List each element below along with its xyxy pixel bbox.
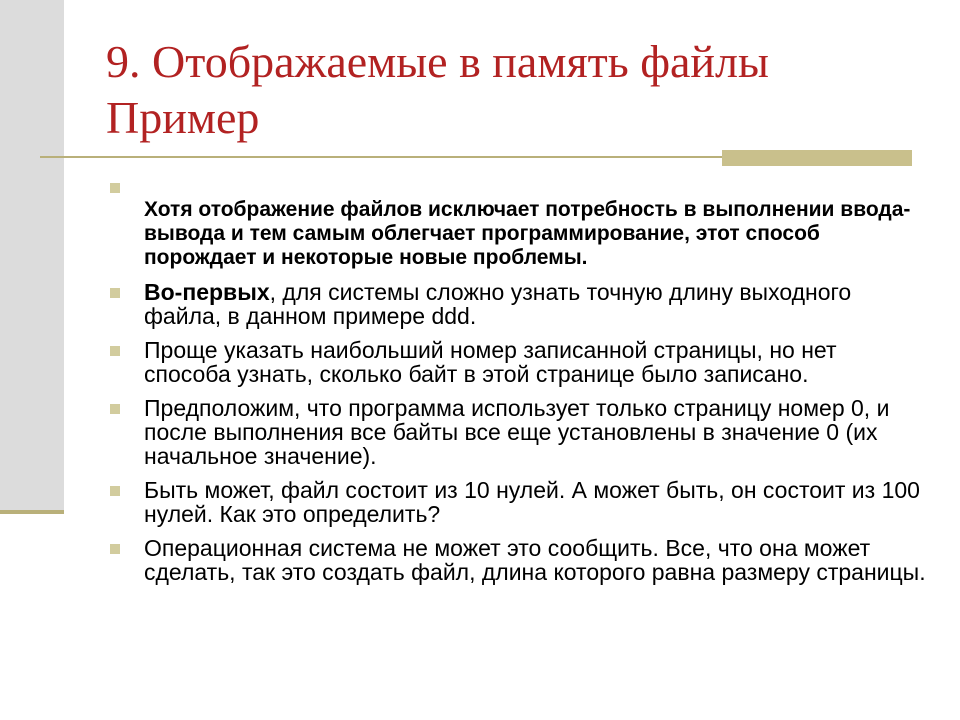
bullet-list xyxy=(108,174,928,594)
square-bullet-icon xyxy=(110,544,120,554)
square-bullet-icon xyxy=(110,183,120,193)
left-bar-accent-line xyxy=(0,510,64,514)
bullet-text-1: Хотя отображение файлов исключает потребность в выполнении ввода-вывода и тем самым облегчает программирование, этот способ порождает и некоторые новые проблемы. xyxy=(144,198,911,269)
bullet-text-2-rest: , для системы сложно узнать точную длину выходного файла, в данном примере ddd. xyxy=(144,279,852,329)
bullet-item-1 xyxy=(108,174,928,270)
slide-title xyxy=(106,34,926,146)
bullet-item-5 xyxy=(108,478,928,526)
left-decorative-bar xyxy=(0,0,64,512)
slide-title-line-2: Пример xyxy=(106,92,260,143)
bullet-text-4: Предположим, что программа использует только страницу номер 0, и после выполнения все байты все еще установлены в значение 0 (их начальное значение). xyxy=(144,395,890,469)
slide-title-line-1: 9. Отображаемые в память файлы xyxy=(106,36,769,87)
bullet-item-4 xyxy=(108,396,928,468)
square-bullet-icon xyxy=(110,404,120,414)
square-bullet-icon xyxy=(110,288,120,298)
bullet-text-2 xyxy=(144,280,928,328)
bullet-item-2 xyxy=(108,280,928,328)
bullet-item-3 xyxy=(108,338,928,386)
bullet-text-6: Операционная система не может это сообщить. Все, что она может сделать, так это создать файл, длина которого равна размеру страницы. xyxy=(144,535,926,585)
square-bullet-icon xyxy=(110,346,120,356)
square-bullet-icon xyxy=(110,486,120,496)
bullet-bold-phrase: Во-первых xyxy=(144,279,270,305)
bullet-text-5: Быть может, файл состоит из 10 нулей. А может быть, он состоит из 100 нулей. Как это определить? xyxy=(144,477,920,527)
bullet-item-6 xyxy=(108,536,928,584)
bullet-text-3: Проще указать наибольший номер записанной страницы, но нет способа узнать, сколько байт в этой странице было записано. xyxy=(144,337,837,387)
title-divider-accent-bar xyxy=(722,150,912,166)
